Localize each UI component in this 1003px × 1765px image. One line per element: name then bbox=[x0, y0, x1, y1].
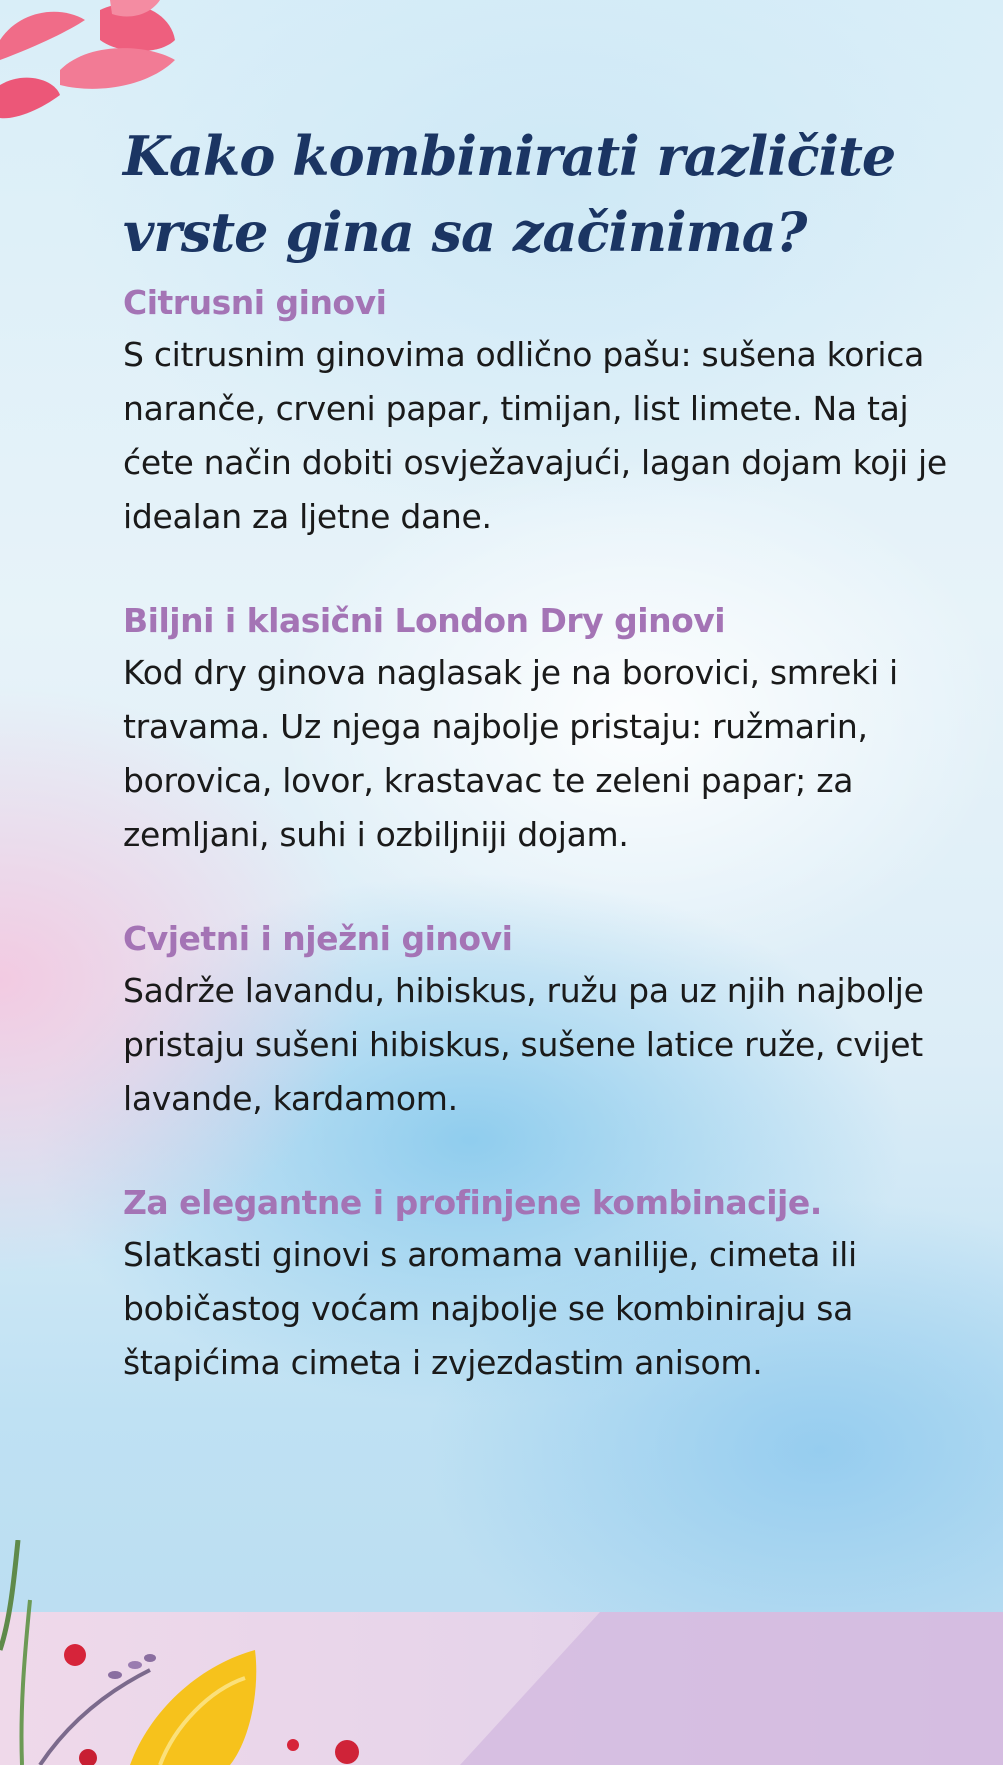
rosemary-sprig bbox=[21, 1600, 30, 1765]
section-heading: Citrusni ginovi bbox=[123, 283, 387, 322]
section-text: Kod dry ginova naglasak je na borovici, smreki i travama. Uz njega najbolje pristaju: ružmarin, borovica, lovor, krastavac te zeleni papar; za zemljani, suhi i ozbiljniji dojam. bbox=[123, 653, 898, 854]
section-london-dry bbox=[123, 596, 963, 862]
section-text: Slatkasti ginovi s aromama vanilije, cimeta ili bobičastog voćam najbolje se kombiniraju sa štapićima cimeta i zvjezdastim anisom. bbox=[123, 1235, 857, 1382]
rose-petals-decoration bbox=[0, 0, 190, 130]
footer-shape bbox=[460, 1612, 1003, 1765]
berry bbox=[64, 1644, 86, 1666]
herbs-decoration bbox=[0, 1540, 1003, 1765]
section-heading: Biljni i klasični London Dry ginovi bbox=[123, 601, 726, 640]
content-column bbox=[123, 118, 963, 1390]
lavender-sprig bbox=[40, 1670, 150, 1765]
berry bbox=[335, 1740, 359, 1764]
berry bbox=[79, 1749, 97, 1765]
section-text: S citrusnim ginovima odlično pašu: sušena korica naranče, crveni papar, timijan, list limete. Na taj ćete način dobiti osvježavajući, lagan dojam koji je idealan za ljetne dane. bbox=[123, 335, 947, 536]
section-text: Sadrže lavandu, hibiskus, ružu pa uz njih najbolje pristaju sušeni hibiskus, sušene latice ruže, cvijet lavande, kardamom. bbox=[123, 971, 924, 1118]
rose-petal bbox=[0, 12, 85, 60]
lavender-bud bbox=[108, 1671, 122, 1679]
berry bbox=[287, 1739, 299, 1751]
lemon-slice bbox=[130, 1650, 256, 1765]
section-heading: Cvjetni i nježni ginovi bbox=[123, 919, 513, 958]
page-title: Kako kombinirati različite vrste gina sa začinima? bbox=[123, 124, 896, 264]
section-heading: Za elegantne i profinjene kombinacije. bbox=[123, 1183, 822, 1222]
lavender-bud bbox=[144, 1654, 156, 1662]
section-floral bbox=[123, 914, 963, 1126]
rose-petal bbox=[60, 48, 175, 89]
section-citrus bbox=[123, 278, 963, 544]
rosemary-sprig bbox=[0, 1540, 18, 1650]
rose-petal bbox=[0, 78, 60, 119]
lavender-bud bbox=[128, 1661, 142, 1669]
section-elegant bbox=[123, 1178, 963, 1390]
